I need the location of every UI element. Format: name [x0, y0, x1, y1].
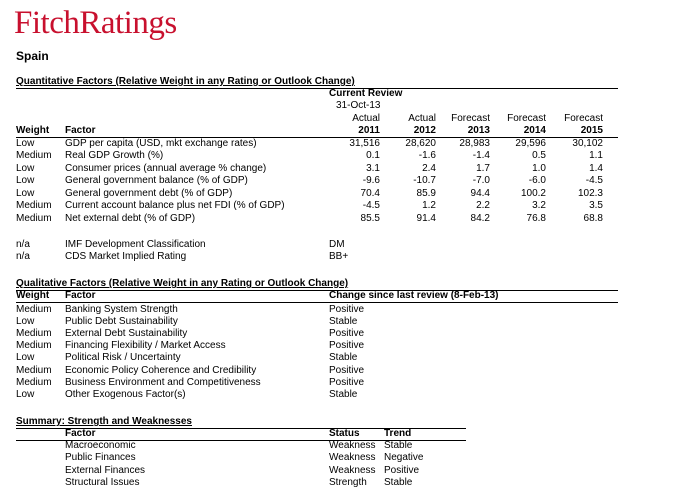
value-2014: 76.8: [526, 213, 546, 224]
value-2013: 2.2: [476, 200, 490, 211]
cds-rating-value: BB+: [329, 251, 349, 262]
value-2014: 3.2: [532, 200, 546, 211]
value-2013: 28,983: [459, 138, 490, 149]
qualitative-rule: [16, 290, 618, 291]
table-row: [0, 377, 684, 389]
table-row: [0, 316, 684, 328]
value-2012: -1.6: [418, 150, 436, 161]
table-row: [0, 465, 684, 477]
quant-weight-header: Weight: [16, 125, 50, 136]
row-weight: Low: [16, 163, 35, 174]
row-status: Strength: [329, 477, 367, 488]
value-2014: 1.0: [532, 163, 546, 174]
summary-factor-header: Factor: [65, 428, 96, 439]
row-factor: External Finances: [65, 465, 146, 476]
row-factor: Financing Flexibility / Market Access: [65, 340, 226, 351]
summary-trend-header: Trend: [384, 428, 412, 439]
row-trend: Negative: [384, 452, 424, 463]
logo-part1: Fitch: [14, 5, 80, 41]
value-2013: 84.2: [470, 213, 490, 224]
value-2011: 70.4: [360, 188, 380, 199]
row-weight: Medium: [16, 304, 52, 315]
row-change: Positive: [329, 340, 365, 351]
row-weight: Low: [16, 188, 35, 199]
row-change: Stable: [329, 389, 358, 400]
row-trend: Stable: [384, 477, 413, 488]
row-weight: n/a: [16, 239, 30, 250]
value-2012: 85.9: [416, 188, 436, 199]
row-weight: Medium: [16, 213, 52, 224]
quantitative-section-title: Quantitative Factors (Relative Weight in any Rating or Outlook Change): [16, 76, 355, 87]
current-review-label: Current Review: [329, 88, 403, 99]
col-status-2015: Forecast: [564, 113, 603, 124]
row-change: Positive: [329, 328, 365, 339]
row-factor: IMF Development Classification: [65, 239, 206, 250]
row-weight: Low: [16, 389, 35, 400]
row-factor: Consumer prices (annual average % change): [65, 163, 267, 174]
table-row: [0, 175, 684, 187]
value-2015: 1.1: [589, 150, 603, 161]
col-year-2013: 2013: [467, 125, 490, 136]
row-factor: Political Risk / Uncertainty: [65, 352, 181, 363]
value-2014: -6.0: [528, 175, 546, 186]
summary-section-title: Summary: Strength and Weaknesses: [16, 416, 192, 427]
col-status-2011: Actual: [352, 113, 380, 124]
value-2015: 3.5: [589, 200, 603, 211]
qual-change-header: Change since last review (8-Feb-13): [329, 290, 499, 301]
quantitative-rule: [16, 88, 618, 89]
table-row: [0, 188, 684, 200]
row-weight: Medium: [16, 377, 52, 388]
summary-status-header: Status: [329, 428, 360, 439]
value-2013: -1.4: [472, 150, 490, 161]
row-change: Positive: [329, 377, 365, 388]
row-factor: Banking System Strength: [65, 304, 178, 315]
country-title: Spain: [16, 49, 49, 63]
row-factor: Current account balance plus net FDI (% of GDP): [65, 200, 285, 211]
list-item: [0, 239, 684, 251]
row-weight: Low: [16, 352, 35, 363]
row-factor: Public Debt Sustainability: [65, 316, 178, 327]
qual-factor-header: Factor: [65, 290, 96, 301]
value-2014: 0.5: [532, 150, 546, 161]
list-item: [0, 251, 684, 263]
review-date: 31-Oct-13: [336, 100, 381, 111]
table-row: [0, 328, 684, 340]
table-row: [0, 477, 684, 489]
row-weight: n/a: [16, 251, 30, 262]
row-weight: Low: [16, 138, 35, 149]
qual-weight-header: Weight: [16, 290, 50, 301]
table-row: [0, 200, 684, 212]
value-2012: 1.2: [422, 200, 436, 211]
value-2015: -4.5: [585, 175, 603, 186]
table-row: [0, 213, 684, 225]
row-trend: Stable: [384, 440, 413, 451]
row-factor: Business Environment and Competitiveness: [65, 377, 261, 388]
value-2012: -10.7: [413, 175, 436, 186]
col-year-2011: 2011: [358, 125, 380, 136]
row-factor: Macroeconomic: [65, 440, 136, 451]
table-row: [0, 304, 684, 316]
row-weight: Medium: [16, 365, 52, 376]
value-2011: 0.1: [366, 150, 380, 161]
value-2012: 91.4: [416, 213, 436, 224]
logo-part2: Ratings: [79, 5, 177, 41]
row-factor: Economic Policy Coherence and Credibility: [65, 365, 257, 376]
value-2011: -4.5: [362, 200, 380, 211]
imf-classification-value: DM: [329, 239, 345, 250]
table-row: [0, 440, 684, 452]
row-factor: Other Exogenous Factor(s): [65, 389, 186, 400]
row-weight: Medium: [16, 150, 52, 161]
table-row: [0, 340, 684, 352]
value-2013: 1.7: [476, 163, 490, 174]
row-factor: Structural Issues: [65, 477, 140, 488]
row-factor: External Debt Sustainability: [65, 328, 188, 339]
table-row: [0, 163, 684, 175]
value-2012: 28,620: [405, 138, 436, 149]
row-factor: Real GDP Growth (%): [65, 150, 164, 161]
row-weight: Low: [16, 175, 35, 186]
value-2014: 29,596: [515, 138, 546, 149]
row-change: Positive: [329, 304, 365, 315]
col-year-2014: 2014: [523, 125, 546, 136]
row-factor: Public Finances: [65, 452, 136, 463]
fitch-ratings-logo: [14, 4, 177, 42]
value-2014: 100.2: [520, 188, 546, 199]
col-status-2012: Actual: [408, 113, 436, 124]
table-row: [0, 150, 684, 162]
value-2015: 68.8: [583, 213, 603, 224]
value-2013: 94.4: [470, 188, 490, 199]
table-row: [0, 352, 684, 364]
col-year-2015: 2015: [580, 125, 603, 136]
row-status: Weakness: [329, 465, 376, 476]
row-factor: CDS Market Implied Rating: [65, 251, 187, 262]
row-weight: Low: [16, 316, 35, 327]
row-status: Weakness: [329, 440, 376, 451]
row-status: Weakness: [329, 452, 376, 463]
value-2011: -9.6: [362, 175, 380, 186]
value-2011: 31,516: [349, 138, 380, 149]
row-factor: GDP per capita (USD, mkt exchange rates): [65, 138, 257, 149]
qual-header-rule: [16, 302, 618, 303]
row-change: Positive: [329, 365, 365, 376]
row-weight: Medium: [16, 340, 52, 351]
value-2013: -7.0: [472, 175, 490, 186]
value-2011: 85.5: [360, 213, 380, 224]
table-row: [0, 365, 684, 377]
row-factor: Net external debt (% of GDP): [65, 213, 196, 224]
value-2015: 1.4: [589, 163, 603, 174]
value-2015: 102.3: [577, 188, 603, 199]
col-year-2012: 2012: [413, 125, 436, 136]
table-row: [0, 452, 684, 464]
value-2015: 30,102: [572, 138, 603, 149]
col-status-2013: Forecast: [451, 113, 490, 124]
table-row: [0, 389, 684, 401]
row-weight: Medium: [16, 328, 52, 339]
row-change: Stable: [329, 316, 358, 327]
qualitative-section-title: Qualitative Factors (Relative Weight in any Rating or Outlook Change): [16, 278, 349, 289]
col-status-2014: Forecast: [507, 113, 546, 124]
value-2011: 3.1: [366, 163, 380, 174]
row-change: Stable: [329, 352, 358, 363]
table-row: [0, 138, 684, 150]
row-trend: Positive: [384, 465, 420, 476]
row-weight: Medium: [16, 200, 52, 211]
row-factor: General government balance (% of GDP): [65, 175, 248, 186]
quant-factor-header: Factor: [65, 125, 96, 136]
row-factor: General government debt (% of GDP): [65, 188, 233, 199]
value-2012: 2.4: [422, 163, 436, 174]
